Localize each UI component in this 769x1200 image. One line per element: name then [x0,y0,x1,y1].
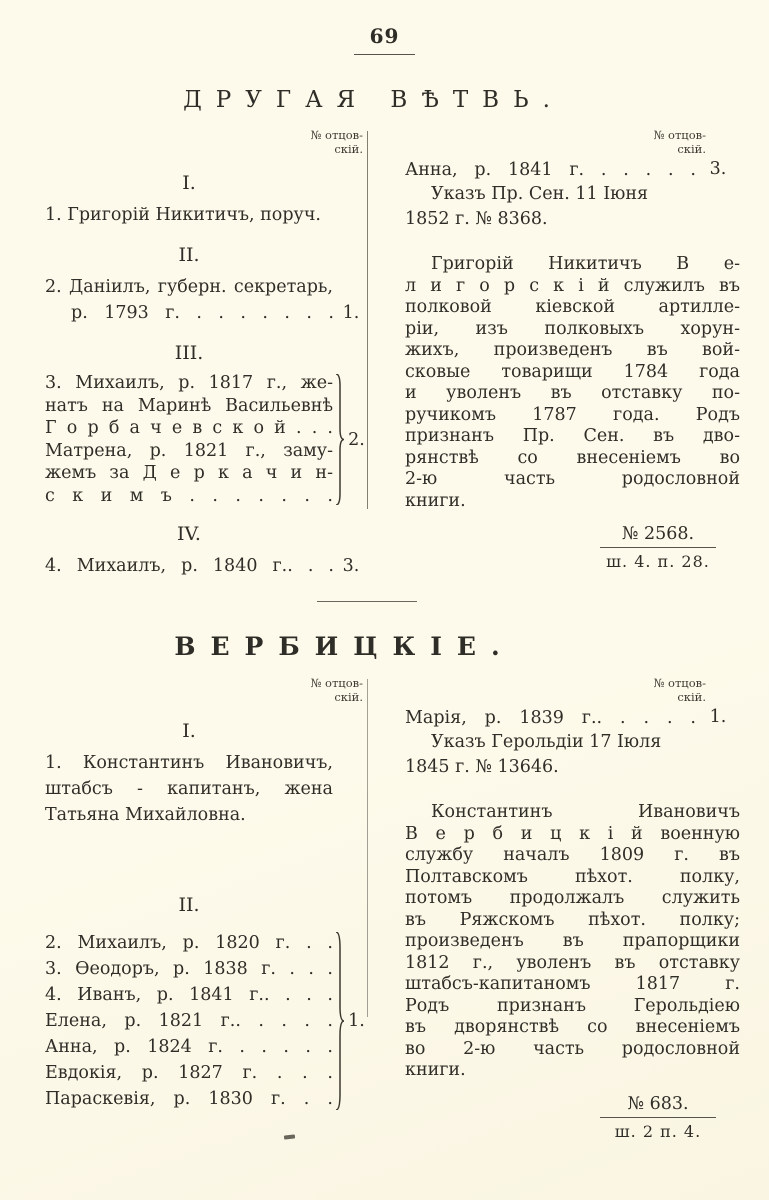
entry-line: Елена, р. 1821 г.. . . . . [45,1011,333,1031]
entry-line: 1. Константинъ Ивановичъ, [45,753,333,773]
entry-line: 2. Михаилъ, р. 1820 г. . . [45,933,333,953]
paragraph-line: ріи, изъ полковыхъ хорун- [405,318,740,339]
section2-right-column [405,677,740,1141]
entry-line: 4. Михаилъ, р. 1840 г.. . . [45,556,334,576]
braced-entry-group [45,372,368,507]
paragraph-line: Родъ признанъ Герольдіею [405,995,740,1016]
father-number-value: 1. [709,707,727,727]
paragraph-line: 2-ю часть родословной [405,469,740,489]
header-line: № отцов- [653,128,706,142]
paragraph-line: потомъ продолжалъ служить [405,888,740,908]
paragraph-line: В е р б и ц к і й военную [405,823,740,844]
entry-lines [45,930,333,1112]
biography-paragraph [405,254,740,512]
section2-heading: ВЕРБИЦКІЕ. [174,632,515,661]
decree-line: Указъ Пр. Сен. 11 Іюня [431,184,649,204]
right-brace-icon [333,372,345,507]
header-line: скій. [334,689,363,704]
entry-line: Г о р б а ч е в с к о й . . . [45,418,333,438]
paragraph-line: книги. [405,1060,466,1080]
paragraph-line: штабсъ-капитаномъ 1817 г. [405,974,740,994]
page-number: 69 [354,24,416,55]
paragraph-line: службу началъ 1809 г. въ [405,845,740,865]
entry-lines [45,372,333,507]
braced-entry-group [45,930,368,1112]
record-shelf-code: ш. 2 п. 4. [614,1121,702,1141]
father-number-value: 1. [348,1011,365,1031]
entry-row [45,553,368,579]
paragraph-line: л и г о р с к і й служилъ въ [405,275,740,296]
entry-line: Анна, р. 1824 г. . . . . . [45,1037,333,1057]
decree-line: 1845 г. № 13646. [405,757,559,777]
generation-label-2: II. [178,894,200,916]
section2-left-column [45,677,368,1112]
entry-line: 3. Ѳеодоръ, р. 1838 г. . . . [45,959,333,979]
paragraph-line: Григорій Никитичъ В е- [431,254,740,274]
header-line: скій. [677,689,706,704]
generation-label-4: IV. [177,523,201,545]
biography-paragraph [405,802,740,1082]
entry-line: натъ на Маринѣ Васильевнѣ [45,395,333,416]
entry-line: Марія, р. 1839 г.. . . . . [405,708,696,728]
decree-line: 1852 г. № 8368. [405,209,548,229]
paragraph-line: въ Ряжскомъ пѣхот. полку; [405,909,740,930]
entry-line: жемъ за Д е р к а ч и н- [45,463,333,483]
paragraph-line: признанъ Пр. Сен. въ дво- [405,426,740,446]
paragraph-line: жихъ, произведенъ въ вой- [405,340,740,360]
paragraph-line: 1812 г., уволенъ въ отставку [405,952,740,973]
entry-line: Параскевія, р. 1830 г. . . [45,1089,333,1109]
entry-line: р. 1793 г. . . . . . . . [71,303,334,323]
entry-line: Евдокія, р. 1827 г. . . . [45,1063,333,1083]
father-number-value: 3. [342,556,360,576]
entry-row [45,300,368,326]
entry-line: Матрена, р. 1821 г., заму- [45,440,333,461]
paragraph-line: сковые товарищи 1784 года [405,361,740,382]
paragraph-line: полковой кіевской артилле- [405,297,740,317]
left-father-number-header [45,129,368,156]
entry-row [405,704,740,730]
father-number-value: 2. [348,429,365,450]
header-line: скій. [677,141,706,156]
section2-columns [0,677,769,1141]
father-number-value: 3. [709,159,727,179]
record-reference [600,1094,716,1141]
entry-row [405,156,740,182]
entry-line: Анна, р. 1841 г. . . . . . [405,160,696,180]
generation-label-1: I. [182,172,196,194]
entry-line: 1. Григорій Никитичъ, поруч. [45,205,321,225]
column-divider-rule [367,131,368,509]
page-number-block [0,0,769,55]
left-father-number-header [45,677,368,704]
paragraph-line: ручикомъ 1787 года. Родъ [405,404,740,425]
paragraph-line: Полтавскомъ пѣхот. полку, [405,866,740,887]
record-number: № 2568. [600,524,716,548]
paragraph-line: Константинъ Ивановичъ [431,802,740,822]
header-line: скій. [334,141,363,156]
decree-line: Указъ Герольдіи 17 Іюля [431,732,662,752]
right-father-number-header [405,129,740,156]
section1-heading: ДРУГАЯ ВѢТВЬ. [183,87,564,113]
paragraph-line: книги. [405,490,466,511]
entry-line: Татьяна Михайловна. [45,805,246,825]
entry-line: с к и м ъ . . . . . . . [45,485,333,506]
record-number: № 683. [600,1094,716,1118]
paragraph-line: въ дворянствѣ со внесеніемъ [405,1017,740,1037]
section1-columns [0,129,769,579]
header-line: № отцов- [310,128,363,142]
paragraph-line: рянствѣ со внесеніемъ во [405,447,740,468]
paragraph-line: и уволенъ въ отставку по- [405,383,740,403]
record-shelf-code: ш. 4. п. 28. [606,552,710,571]
entry-line: 4. Иванъ, р. 1841 г.. . . . [45,985,333,1005]
paragraph-line: произведенъ въ прапорщики [405,931,740,951]
generation-label-2: II. [178,244,200,266]
section1-right-column [405,129,740,571]
generation-label-1: I. [182,720,196,742]
entry-line: штабсъ - капитанъ, жена [45,779,333,799]
entry-line: 3. Михаилъ, р. 1817 г., же- [45,373,333,393]
generation-label-3: III. [174,342,204,364]
header-line: № отцов- [653,676,706,690]
paragraph-line: во 2-ю часть родословной [405,1038,740,1059]
section-divider-rule [317,601,417,602]
column-divider-rule [367,679,368,1017]
entry-line: 2. Даніилъ, губерн. секретарь, [45,277,333,297]
father-number-value: 1. [342,303,360,323]
right-brace-icon [333,930,345,1112]
header-line: № отцов- [310,676,363,690]
right-father-number-header [405,677,740,704]
section1-left-column [45,129,368,579]
record-reference [600,524,716,571]
